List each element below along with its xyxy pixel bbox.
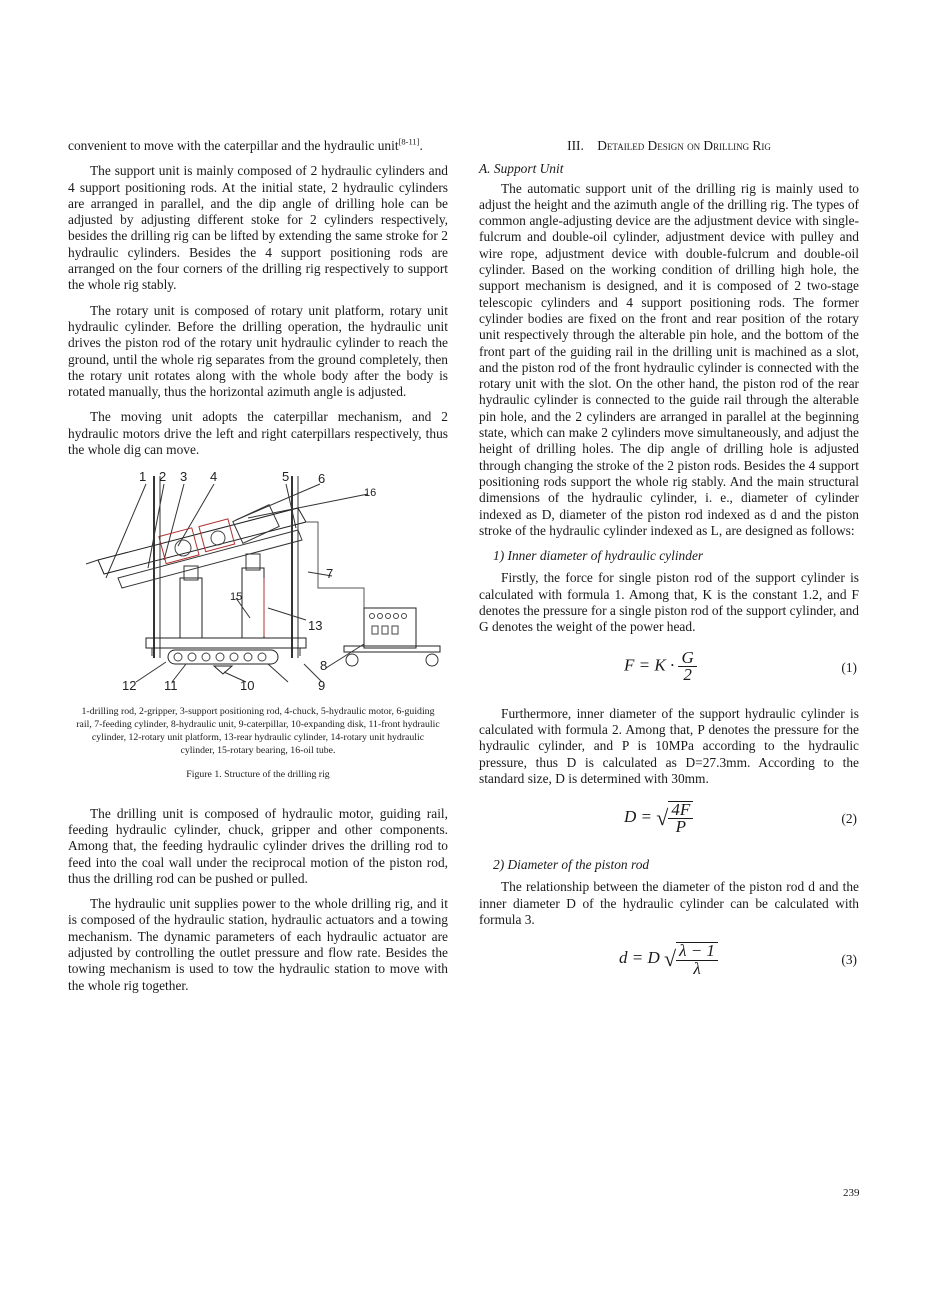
fig-label: 16 (364, 487, 377, 500)
right-column (479, 138, 859, 998)
section-number: III. (567, 138, 584, 153)
section-title: Detailed Design on Drilling Rig (597, 138, 771, 153)
sqrt-sign: √ (664, 946, 677, 972)
fig-label: 6 (318, 471, 326, 487)
fig-label: 5 (282, 469, 290, 485)
equation-denominator: 2 (683, 664, 692, 684)
page-number: 239 (843, 1187, 860, 1199)
paragraph-support-unit: The support unit is mainly composed of 2 hydraulic cylinders and 4 support positioning rods. At the initial state, 2 hydraulic cylinders are arranged in parallel, and the dip angle of drilling hole can be adjusted by adjusting different stoke for 2 cylinders respectively, besides the drilling rig can be lifted by extending the same stroke for 2 hydraulic cylinders. Besides the 4 support positioning rods are arranged on the four corners of the drilling rig respectively to support the whole rig stably. (68, 163, 448, 293)
equation-denominator: P (675, 817, 686, 837)
fig-label: 9 (318, 678, 326, 694)
paragraph-end: . (419, 138, 423, 153)
paragraph-force: Firstly, the force for single piston rod of the support cylinder is calculated with formula 1. Among that, K is the constant 1.2, and F denotes the pressure for a single piston rod of the support cylinder, and G denotes the weight of the power head. (479, 570, 859, 635)
fig-label: 10 (240, 678, 255, 694)
paragraph-inner-diameter: Furthermore, inner diameter of the support hydraulic cylinder is calculated with formula 2. Among that, P denotes the pressure for the hydraulic cylinder, and P is 10MPa according to the hydraulic pressure, thus D is calculated as D=27.3mm. According to the standard size, D is determined with 30mm. (479, 705, 859, 786)
subsection-heading: A. Support Unit (479, 161, 564, 177)
fig-label: 3 (180, 469, 188, 485)
paragraph-continuation (68, 138, 448, 154)
subsubsection-heading: 1) Inner diameter of hydraulic cylinder (493, 548, 704, 564)
equation-lhs: F = K · (624, 655, 675, 675)
equation-number: (2) (841, 811, 857, 827)
equation-number: (1) (841, 659, 857, 675)
equation-numerator: G (678, 650, 696, 667)
paragraph-drilling-unit: The drilling unit is composed of hydraulic motor, guiding rail, feeding hydraulic cylinder, chuck, gripper and other components. Among that, the feeding hydraulic cylinder drives the drilling rod to feed into the coal wall under the reciprocal motion of the piston rod, thus the drilling rod can be pushed or pulled. (68, 805, 448, 886)
equation-lhs: d = D (619, 948, 660, 968)
equation-numerator: λ − 1 (676, 943, 718, 960)
paragraph-piston-rod: The relationship between the diameter of the piston rod d and the inner diameter D of the hydraulic cylinder can be calculated with formula 3. (479, 879, 859, 927)
paragraph-support-design: The automatic support unit of the drilling rig is mainly used to adjust the height and the azimuth angle of the drilling rig. The types of common angle-adjusting device are the adjustment device with single-fulcrum and double-oil cylinder, adjustment device with pulley and wire rope, adjustment device with double-fulcrum and double-oil cylinder. Based on the working condition of drilling high hole, the support mechanism is designed, and it is composed of 2 two-stage telescopic cylinders and 4 support positioning rods. The former cylinder bodies are fixed on the front and rear position of the rotary unit respectively through the alterable pin hole, and the bottom of the front part of the guiding rail in the drilling unit is machined as a slot, and the piston rod of the front hydraulic cylinder is connected with the rotary unit with the slot. On the other hand, the piston rod of the rear hydraulic cylinder is connected to the guide rail through the alterable pin hole, and the 2 cylinders are arranged in parallel at the beginning state, which can make 2 cylinders move simultaneously, and adjust the height of drilling holes. The dip angle of drilling hole is adjusted through changing the stroke of the 2 piston rods. Besides the 4 support positioning rods support the whole rig stably. And the main structural dimensions of the hydraulic cylinder, i. e., diameter of cylinder indexed as D, diameter of the piston rod indexed as d and the piston stroke of the hydraulic cylinder indexed as L, are designed as follows: (479, 180, 859, 538)
fig-label: 11 (164, 678, 178, 694)
fig-label: 2 (159, 469, 167, 485)
paragraph-rotary-unit: The rotary unit is composed of rotary unit platform, rotary unit hydraulic cylinder. Before the drilling operation, the hydraulic unit drives the piston rod of the rotary unit hydraulic cylinder to reach the ground, until the whole rig separates from the ground completely, then the rotary unit rotates along with the whole body after the body is rotated manually, thus the horizontal azimuth angle is adjusted. (68, 302, 448, 400)
fig-label: 15 (230, 591, 243, 604)
equation-numerator: 4F (668, 802, 693, 819)
equation-denominator: λ (693, 958, 701, 978)
fig-label: 4 (210, 469, 218, 485)
subsubsection-heading: 2) Diameter of the piston rod (493, 857, 650, 873)
fig-label: 1 (139, 469, 147, 485)
equation-1 (479, 644, 859, 694)
sqrt-sign: √ (656, 805, 669, 831)
fig-label: 12 (122, 678, 137, 694)
equation-3 (479, 936, 859, 986)
left-column (68, 138, 448, 994)
drilling-rig-figure (68, 468, 448, 693)
fig-label: 7 (326, 566, 334, 582)
equation-number: (3) (841, 952, 857, 968)
paragraph-moving-unit: The moving unit adopts the caterpillar mechanism, and 2 hydraulic motors drive the left and right caterpillars respectively, thus the whole dig can move. (68, 409, 448, 458)
equation-2 (479, 795, 859, 845)
fig-label: 8 (320, 658, 328, 674)
fig-label: 13 (308, 618, 323, 634)
citation-ref: [8-11] (398, 136, 420, 147)
figure-legend: 1-drilling rod, 2-gripper, 3-support positioning rod, 4-chuck, 5-hydraulic motor, 6-guiding rail, 7-feeding cylinder, 8-hydraulic unit, 9-caterpillar, 10-expanding disk, 11-front hydraulic cylinder, 12-rotary unit platform, 13-rear hydraulic cylinder, 14-rotary unit hydraulic cylinder, 15-rotary bearing, 16-oil tube. (76, 706, 440, 757)
section-heading (479, 138, 859, 154)
figure-title: Figure 1. Structure of the drilling rig (186, 769, 330, 781)
equation-lhs: D = (624, 807, 652, 827)
paragraph-text: convenient to move with the caterpillar and the hydraulic unit (68, 138, 399, 153)
paragraph-hydraulic-unit: The hydraulic unit supplies power to the whole drilling rig, and it is composed of the hydraulic station, hydraulic actuators and a towing mechanism. The dynamic parameters of each hydraulic actuator are adjusted by controlling the outlet pressure and flow rate. Besides the towing mechanism is used to tow the hydraulic station to move with the whole rig together. (68, 896, 448, 993)
